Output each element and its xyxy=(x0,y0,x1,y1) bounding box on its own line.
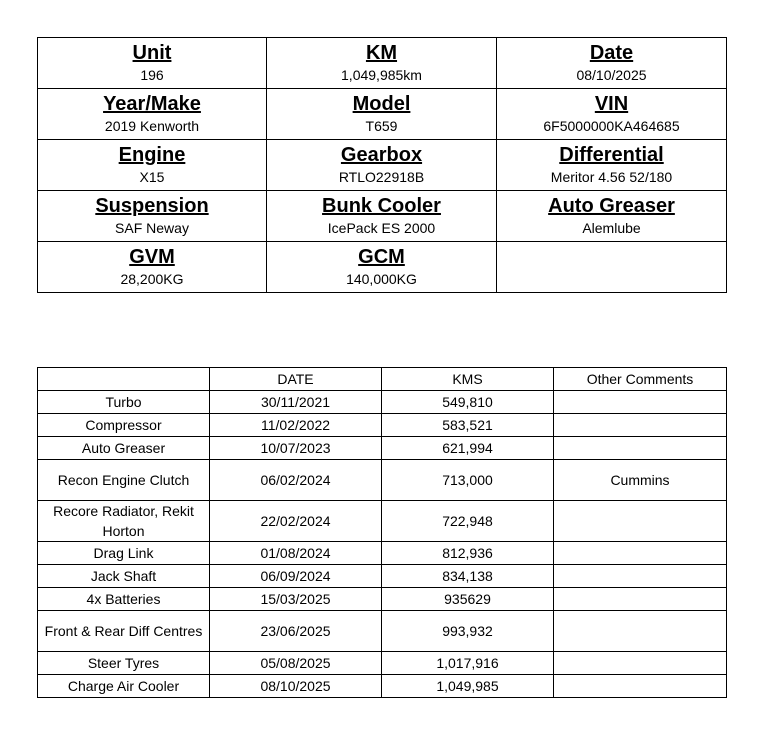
log-comment xyxy=(554,588,727,611)
log-date: 06/02/2024 xyxy=(210,460,382,501)
spec-row xyxy=(38,191,727,242)
table-row xyxy=(38,675,727,698)
table-row xyxy=(38,414,727,437)
log-comment xyxy=(554,675,727,698)
log-kms: 993,932 xyxy=(382,611,554,652)
log-comment xyxy=(554,652,727,675)
log-item: Steer Tyres xyxy=(38,652,210,675)
log-kms: 834,138 xyxy=(382,565,554,588)
spec-value: IcePack ES 2000 xyxy=(327,220,436,236)
header-comments: Other Comments xyxy=(554,368,727,391)
spec-cell-differential xyxy=(497,140,727,191)
log-kms: 583,521 xyxy=(382,414,554,437)
log-kms: 713,000 xyxy=(382,460,554,501)
spec-label: Year/Make xyxy=(103,93,201,115)
spec-row xyxy=(38,242,727,293)
log-kms: 812,936 xyxy=(382,542,554,565)
log-comment xyxy=(554,437,727,460)
log-item: Auto Greaser xyxy=(38,437,210,460)
log-kms: 1,017,916 xyxy=(382,652,554,675)
spec-cell-unit xyxy=(38,38,267,89)
spec-cell-bunk-cooler xyxy=(267,191,497,242)
log-date: 10/07/2023 xyxy=(210,437,382,460)
log-date: 30/11/2021 xyxy=(210,391,382,414)
log-item: Compressor xyxy=(38,414,210,437)
spec-label: Engine xyxy=(118,144,186,166)
log-item: Turbo xyxy=(38,391,210,414)
table-row xyxy=(38,391,727,414)
log-comment xyxy=(554,542,727,565)
log-date: 01/08/2024 xyxy=(210,542,382,565)
log-kms: 935629 xyxy=(382,588,554,611)
log-item: Drag Link xyxy=(38,542,210,565)
log-kms: 722,948 xyxy=(382,501,554,542)
spec-cell-gcm xyxy=(267,242,497,293)
spec-cell-empty xyxy=(497,242,727,293)
table-row xyxy=(38,501,727,542)
log-item: Front & Rear Diff Centres xyxy=(38,611,210,652)
spec-cell-gearbox xyxy=(267,140,497,191)
log-date: 22/02/2024 xyxy=(210,501,382,542)
log-comment xyxy=(554,565,727,588)
spec-label: Model xyxy=(352,93,411,115)
spec-value: SAF Neway xyxy=(115,220,189,236)
table-row xyxy=(38,437,727,460)
log-kms: 621,994 xyxy=(382,437,554,460)
spec-cell-year-make xyxy=(38,89,267,140)
spec-value: Alemlube xyxy=(582,220,641,236)
spec-cell-auto-greaser xyxy=(497,191,727,242)
log-date: 15/03/2025 xyxy=(210,588,382,611)
spec-label: Gearbox xyxy=(340,144,423,166)
spec-value: 1,049,985km xyxy=(341,67,422,83)
spec-label: KM xyxy=(365,42,398,64)
spec-value: X15 xyxy=(139,169,165,185)
log-item: 4x Batteries xyxy=(38,588,210,611)
spec-cell-km xyxy=(267,38,497,89)
spec-value: T659 xyxy=(365,118,398,134)
table-row xyxy=(38,652,727,675)
spec-cell-engine xyxy=(38,140,267,191)
log-date: 05/08/2025 xyxy=(210,652,382,675)
spec-row xyxy=(38,89,727,140)
log-item: Recore Radiator, Rekit Horton xyxy=(38,501,210,542)
spec-row xyxy=(38,38,727,89)
spec-label: GCM xyxy=(358,246,405,268)
log-date: 06/09/2024 xyxy=(210,565,382,588)
log-comment xyxy=(554,414,727,437)
spec-value: 6F5000000KA464685 xyxy=(543,118,680,134)
log-date: 11/02/2022 xyxy=(210,414,382,437)
log-item: Charge Air Cooler xyxy=(38,675,210,698)
spec-cell-gvm xyxy=(38,242,267,293)
log-item: Jack Shaft xyxy=(38,565,210,588)
spec-label: VIN xyxy=(594,93,629,115)
spec-label: GVM xyxy=(129,246,175,268)
table-row xyxy=(38,611,727,652)
table-row xyxy=(38,542,727,565)
spec-label: Unit xyxy=(132,42,172,64)
log-date: 08/10/2025 xyxy=(210,675,382,698)
spec-row xyxy=(38,140,727,191)
spec-cell-vin xyxy=(497,89,727,140)
spec-label: Auto Greaser xyxy=(548,195,675,217)
spec-cell-suspension xyxy=(38,191,267,242)
spec-value: Meritor 4.56 52/180 xyxy=(550,169,673,185)
spec-cell-date xyxy=(497,38,727,89)
log-kms: 549,810 xyxy=(382,391,554,414)
service-log-table xyxy=(37,367,727,698)
spec-value: 08/10/2025 xyxy=(576,67,647,83)
spec-value: 28,200KG xyxy=(120,271,184,287)
spec-value: 2019 Kenworth xyxy=(104,118,200,134)
header-date: DATE xyxy=(210,368,382,391)
log-date: 23/06/2025 xyxy=(210,611,382,652)
table-row xyxy=(38,460,727,501)
vehicle-spec-table xyxy=(37,37,727,293)
spec-label: Date xyxy=(589,42,634,64)
log-kms: 1,049,985 xyxy=(382,675,554,698)
spec-label: Suspension xyxy=(95,195,209,217)
log-item: Recon Engine Clutch xyxy=(38,460,210,501)
table-row xyxy=(38,588,727,611)
log-comment xyxy=(554,391,727,414)
log-comment xyxy=(554,611,727,652)
spec-label: Bunk Cooler xyxy=(322,195,441,217)
log-comment: Cummins xyxy=(554,460,727,501)
spec-cell-model xyxy=(267,89,497,140)
log-comment xyxy=(554,501,727,542)
log-header-row xyxy=(38,368,727,391)
spec-label: Differential xyxy=(559,144,664,166)
header-kms: KMS xyxy=(382,368,554,391)
spec-value: RTLO22918B xyxy=(338,169,425,185)
header-item xyxy=(38,368,210,391)
spec-value: 196 xyxy=(140,67,164,83)
table-row xyxy=(38,565,727,588)
spec-value: 140,000KG xyxy=(346,271,417,287)
